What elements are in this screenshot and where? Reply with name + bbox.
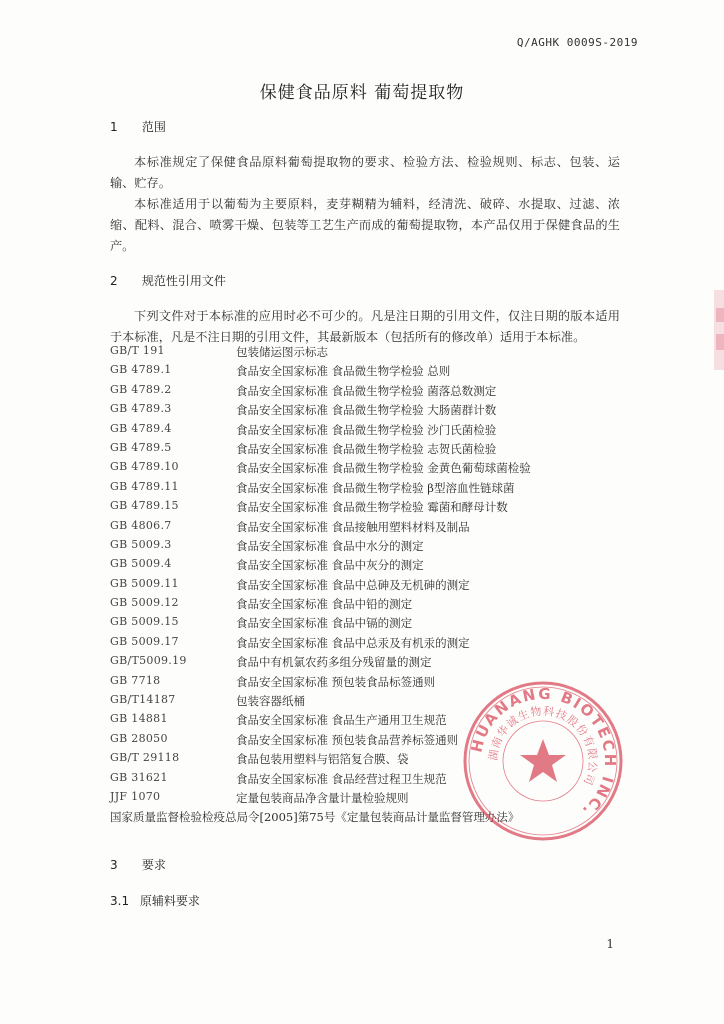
reference-code: GB 4789.4 xyxy=(110,421,172,435)
reference-title: 包装储运图示标志 xyxy=(236,345,328,359)
reference-regulation: 国家质量监督检验检疫总局令[2005]第75号《定量包装商品计量监督管理办法》 xyxy=(110,810,520,825)
reference-title: 食品安全国家标准 食品生产通用卫生规范 xyxy=(236,713,447,728)
reference-code: GB/T5009.19 xyxy=(110,654,187,668)
reference-row xyxy=(110,383,630,402)
section-number: 3.1 xyxy=(110,894,130,908)
reference-code: GB 7718 xyxy=(110,673,161,687)
reference-row xyxy=(110,441,630,460)
reference-code: JJF 1070 xyxy=(110,789,161,803)
reference-title: 食品安全国家标准 预包装食品标签通则 xyxy=(236,674,436,689)
section-1-heading xyxy=(110,118,166,135)
reference-title: 食品安全国家标准 食品微生物学检验 金黄色葡萄球菌检验 xyxy=(236,461,531,476)
reference-code: GB 28050 xyxy=(110,731,168,745)
reference-code: GB 4789.2 xyxy=(110,382,172,396)
reference-row xyxy=(110,596,630,615)
seal-english-text: HUANANG BIOTECH INC. xyxy=(467,684,620,822)
reference-code: GB/T 29118 xyxy=(110,751,180,765)
reference-row xyxy=(110,538,630,557)
scope-paragraph-2: 本标准适用于以葡萄为主要原料，麦芽糊精为辅料，经清洗、破碎、水提取、过滤、浓缩、配料、混合、喷雾干燥、包装等工艺生产而成的葡萄提取物，本产品仅用于保健食品的生产。 xyxy=(110,197,620,253)
reference-code: GB 4789.15 xyxy=(110,499,179,513)
reference-title: 食品安全国家标准 食品微生物学检验 大肠菌群计数 xyxy=(236,403,497,418)
reference-code: GB 4789.5 xyxy=(110,440,172,454)
section-number: 3 xyxy=(110,858,118,872)
reference-title: 包装容器纸桶 xyxy=(236,694,305,709)
reference-code: GB 31621 xyxy=(110,770,168,784)
reference-title: 食品安全国家标准 食品中总汞及有机汞的测定 xyxy=(236,635,470,650)
reference-title: 食品安全国家标准 食品中灰分的测定 xyxy=(236,558,424,573)
reference-title: 定量包装商品净含量计量检验规则 xyxy=(236,790,409,805)
reference-row xyxy=(110,499,630,518)
reference-title: 食品安全国家标准 食品微生物学检验 菌落总数测定 xyxy=(236,383,497,398)
reference-code: GB 14881 xyxy=(110,712,168,726)
reference-title: 食品中有机氯农药多组分残留量的测定 xyxy=(236,655,432,670)
reference-title: 食品安全国家标准 食品微生物学检验 志贺氏菌检验 xyxy=(236,441,497,456)
reference-row xyxy=(110,480,630,499)
reference-code: GB 5009.3 xyxy=(110,537,172,551)
section-3-1-heading xyxy=(110,892,200,909)
reference-row xyxy=(110,519,630,538)
section-number: 1 xyxy=(110,120,118,134)
reference-row xyxy=(110,460,630,479)
reference-code: GB/T14187 xyxy=(110,693,176,707)
reference-code: GB 4789.3 xyxy=(110,402,172,416)
reference-code: GB 4789.11 xyxy=(110,479,179,493)
section-3-heading xyxy=(110,856,166,873)
reference-title: 食品安全国家标准 食品微生物学检验 总则 xyxy=(236,364,451,379)
reference-code: GB 5009.15 xyxy=(110,615,179,629)
reference-row xyxy=(110,363,630,382)
document-title: 保健食品原料 葡萄提取物 xyxy=(259,83,465,103)
seal-chinese-text: 湖南华诚生物科技股份有限公司 xyxy=(486,704,600,788)
reference-row xyxy=(110,344,630,363)
section-title: 原辅料要求 xyxy=(139,894,200,908)
normative-intro: 下列文件对于本标准的应用时必不可少的。凡是注日期的引用文件，仅注日期的版本适用于本标准，凡是不注日期的引用文件，其最新版本（包括所有的修改单）适用于本标准。 xyxy=(110,309,620,344)
reference-row xyxy=(110,635,630,654)
reference-title: 食品安全国家标准 预包装食品营养标签通则 xyxy=(236,732,459,747)
seal-star-icon xyxy=(520,739,566,782)
reference-row xyxy=(110,654,630,673)
reference-code: GB 4806.7 xyxy=(110,518,172,532)
reference-title: 食品安全国家标准 食品接触用塑料材料及制品 xyxy=(236,519,470,534)
section-title: 规范性引用文件 xyxy=(141,274,226,288)
reference-row xyxy=(110,402,630,421)
reference-code: GB 4789.1 xyxy=(110,363,172,377)
reference-code: GB 5009.4 xyxy=(110,557,172,571)
reference-title: 食品安全国家标准 食品中总砷及无机砷的测定 xyxy=(236,577,470,592)
reference-title: 食品安全国家标准 食品微生物学检验 霉菌和酵母计数 xyxy=(236,500,508,515)
reference-code: GB 5009.17 xyxy=(110,634,179,648)
reference-title: 食品安全国家标准 食品中镉的测定 xyxy=(236,616,413,631)
reference-code: GB 4789.10 xyxy=(110,460,179,474)
section-number: 2 xyxy=(110,274,118,288)
company-seal-stamp xyxy=(458,676,628,846)
reference-row xyxy=(110,422,630,441)
reference-row xyxy=(110,577,630,596)
reference-title: 食品安全国家标准 食品中铅的测定 xyxy=(236,597,413,612)
page-edge-seal-icon xyxy=(710,290,724,370)
reference-code: GB/T 191 xyxy=(110,344,165,357)
scope-paragraph-1: 本标准规定了保健食品原料葡萄提取物的要求、检验方法、检验规则、标志、包装、运输、贮存。 xyxy=(110,155,620,190)
reference-code: GB 5009.12 xyxy=(110,596,179,610)
document-code: Q/AGHK 0009S-2019 xyxy=(516,36,638,49)
reference-code: GB 5009.11 xyxy=(110,576,179,590)
reference-row xyxy=(110,557,630,576)
section-title: 范围 xyxy=(141,120,166,134)
reference-row xyxy=(110,615,630,634)
reference-title: 食品安全国家标准 食品经营过程卫生规范 xyxy=(236,771,447,786)
section-2-heading xyxy=(110,272,226,289)
reference-title: 食品安全国家标准 食品微生物学检验 β型溶血性链球菌 xyxy=(236,480,515,495)
reference-title: 食品安全国家标准 食品微生物学检验 沙门氏菌检验 xyxy=(236,422,497,437)
reference-title: 食品安全国家标准 食品中水分的测定 xyxy=(236,538,424,553)
section-title: 要求 xyxy=(141,858,166,872)
page-number: 1 xyxy=(606,937,614,951)
reference-title: 食品包装用塑料与铝箔复合膜、袋 xyxy=(236,752,409,767)
